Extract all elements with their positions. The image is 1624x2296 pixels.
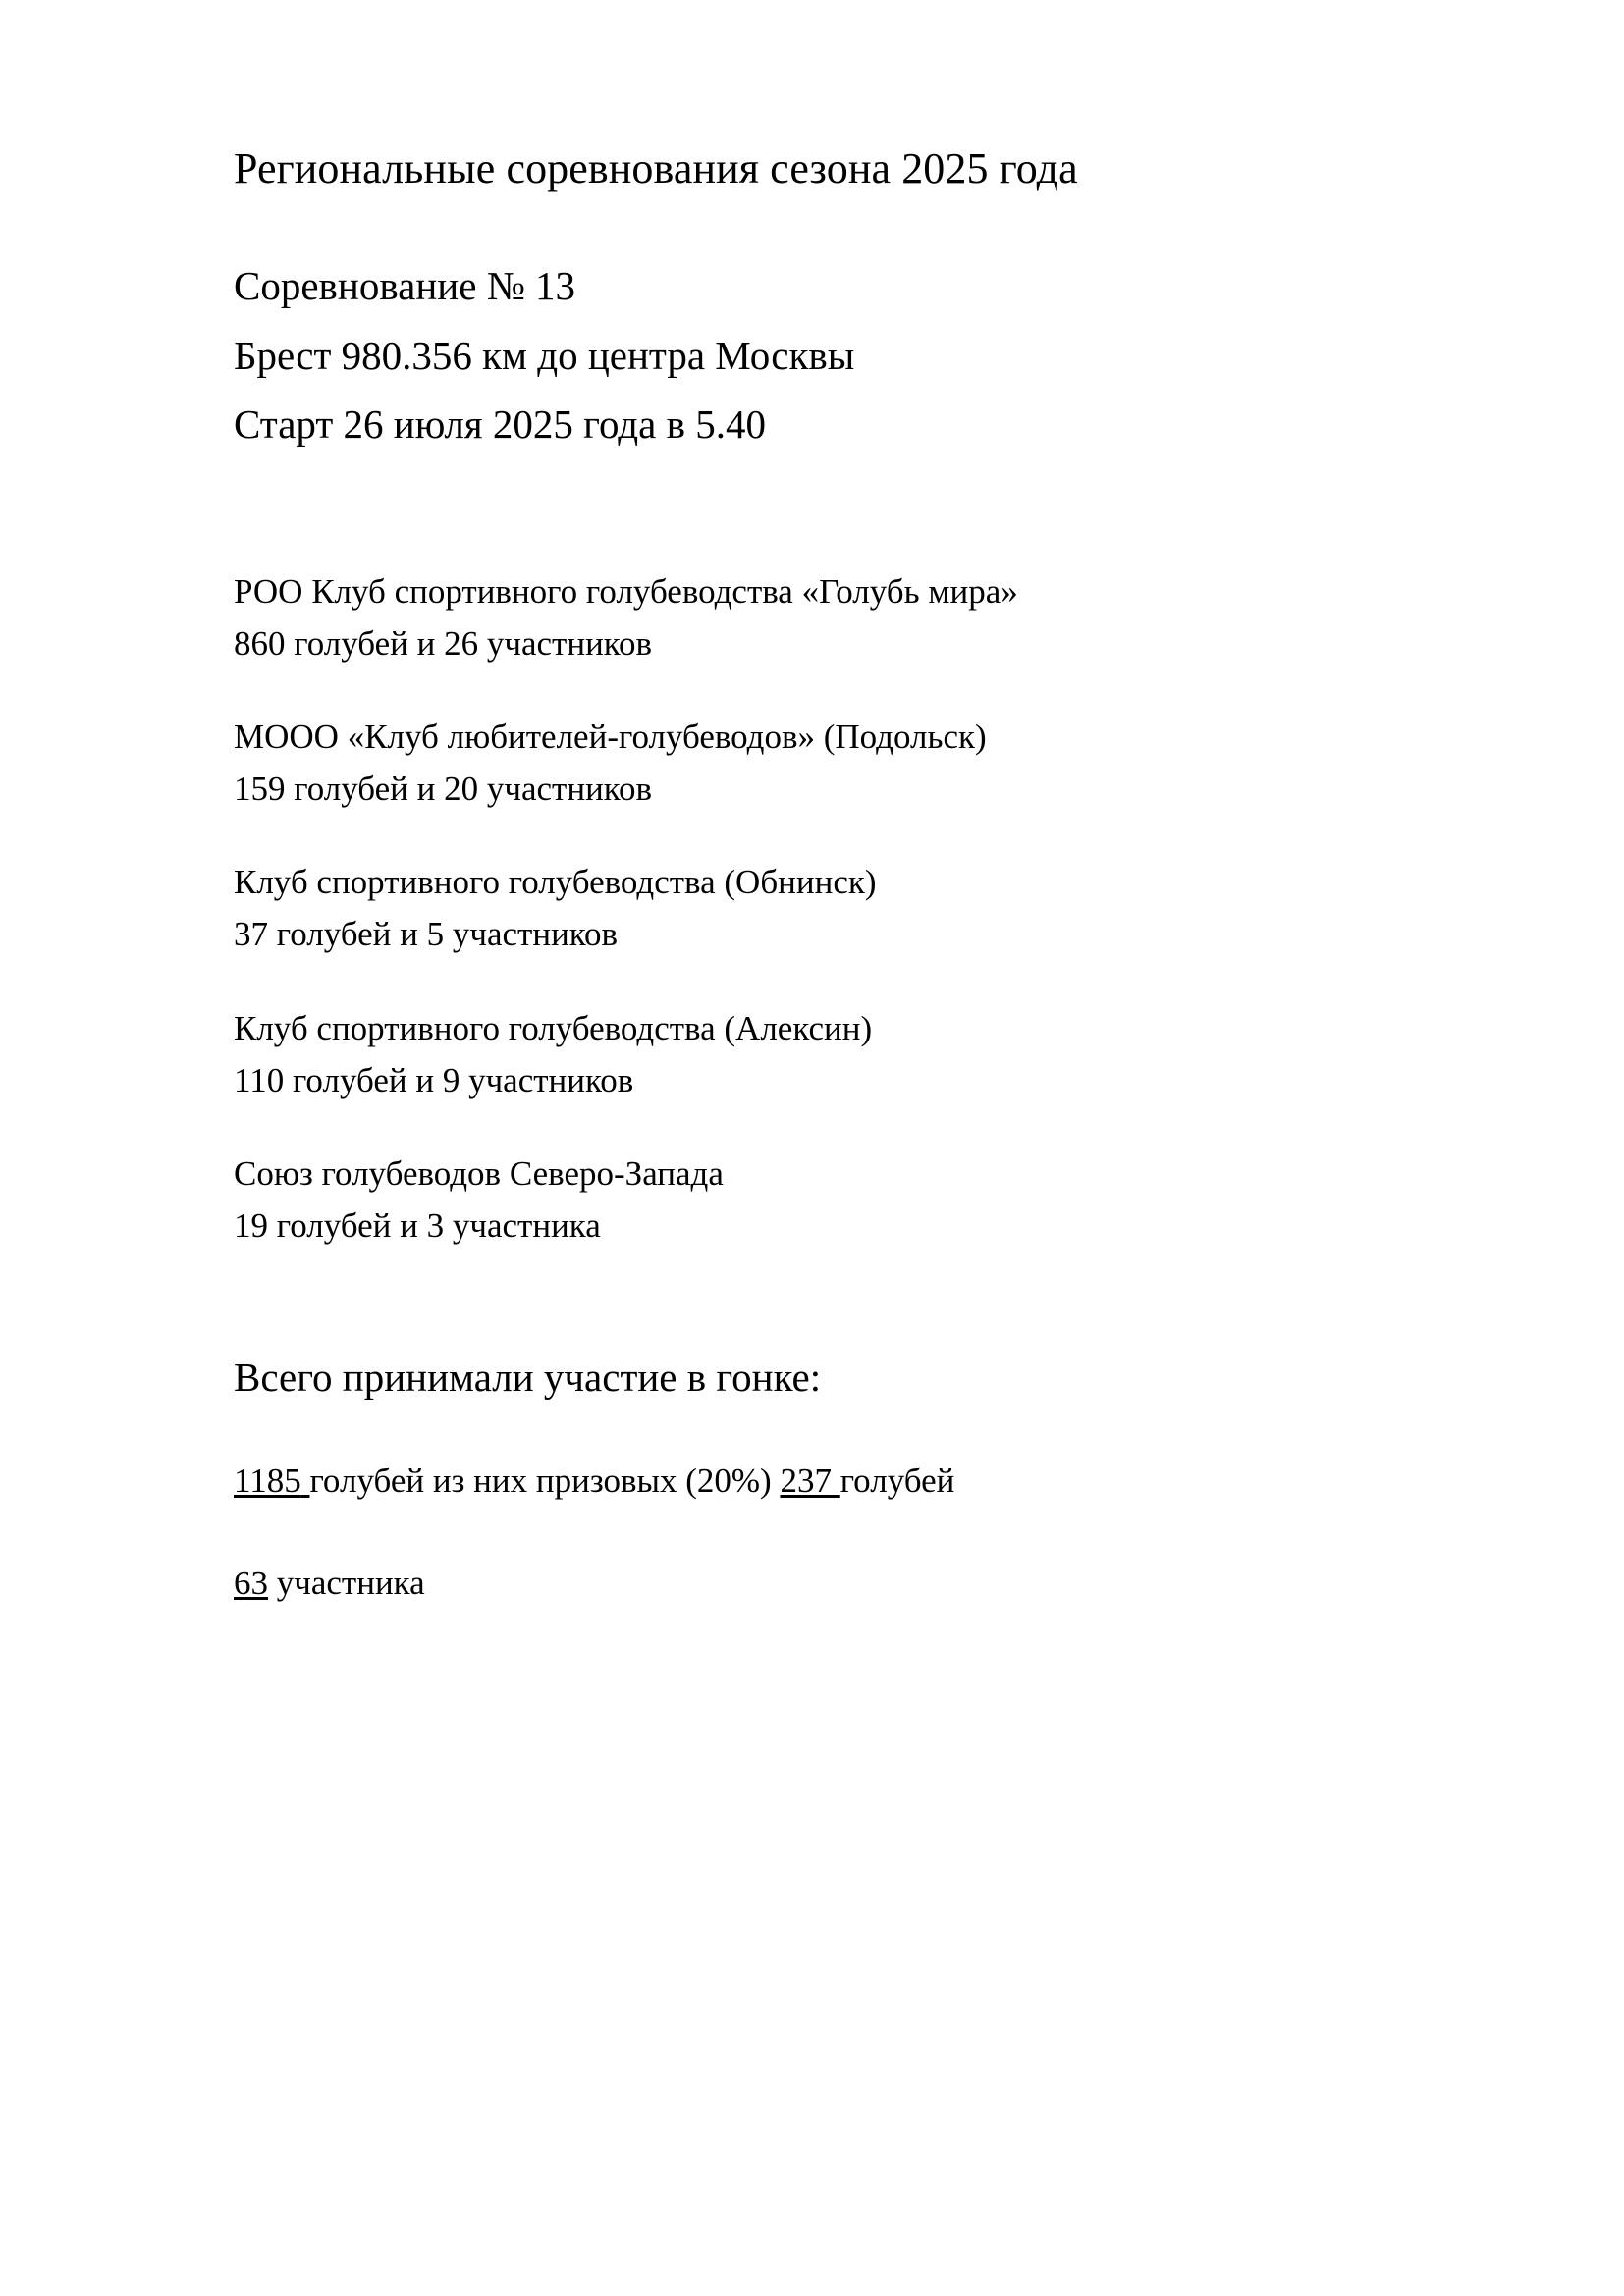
underline-pad bbox=[832, 1462, 840, 1500]
total-pigeons-value: 1185 bbox=[234, 1461, 301, 1500]
spacer bbox=[234, 1405, 1451, 1456]
spacer bbox=[234, 1507, 1451, 1558]
club-name: Союз голубеводов Северо-Запада bbox=[234, 1154, 724, 1194]
document-body bbox=[234, 144, 1451, 1610]
total-pigeons-line bbox=[234, 1456, 1451, 1508]
total-pigeons-tail-text: голубей bbox=[839, 1461, 955, 1500]
prize-pigeons-value: 237 bbox=[780, 1461, 832, 1500]
club-name: Клуб спортивного голубеводства (Обнинск) bbox=[234, 863, 877, 902]
competition-start: Старт 26 июля 2025 года в 5.40 bbox=[234, 401, 766, 448]
competition-info-block bbox=[234, 251, 1451, 459]
club-stats: 19 голубей и 3 участника bbox=[234, 1206, 601, 1246]
list-item bbox=[234, 565, 1451, 669]
summary-heading: Всего принимали участие в гонке: bbox=[234, 1355, 822, 1401]
spacer bbox=[234, 459, 1451, 520]
total-pigeons-mid-text: голубей из них призовых (20%) bbox=[309, 1461, 781, 1500]
club-stats: 860 голубей и 26 участников bbox=[234, 623, 653, 663]
club-stats: 37 голубей и 5 участников bbox=[234, 915, 619, 954]
total-participants-tail-text: участника bbox=[268, 1564, 425, 1603]
spacer bbox=[234, 669, 1451, 711]
spacer bbox=[234, 1106, 1451, 1148]
spacer bbox=[234, 1252, 1451, 1312]
spacer bbox=[234, 1312, 1451, 1352]
page-title: Региональные соревнования сезона 2025 года bbox=[234, 144, 1078, 192]
total-participants-line bbox=[234, 1558, 1451, 1610]
list-item bbox=[234, 711, 1451, 815]
club-stats: 110 голубей и 9 участников bbox=[234, 1060, 634, 1099]
competition-number: Соревнование № 13 bbox=[234, 263, 576, 308]
club-name: Клуб спортивного голубеводства (Алексин) bbox=[234, 1008, 873, 1047]
total-participants-value: 63 bbox=[234, 1564, 268, 1603]
club-stats: 159 голубей и 20 участников bbox=[234, 770, 653, 809]
list-item bbox=[234, 1148, 1451, 1252]
spacer bbox=[234, 190, 1451, 251]
list-item bbox=[234, 856, 1451, 960]
competition-route: Брест 980.356 км до центра Москвы bbox=[234, 332, 855, 378]
spacer bbox=[234, 961, 1451, 1002]
list-item bbox=[234, 1002, 1451, 1106]
spacer bbox=[234, 520, 1451, 565]
club-name: РОО Клуб спортивного голубеводства «Голубь мира» bbox=[234, 571, 1018, 611]
club-name: МООО «Клуб любителей-голубеводов» (Подольск) bbox=[234, 717, 987, 756]
spacer bbox=[234, 815, 1451, 856]
club-list bbox=[234, 565, 1451, 1253]
